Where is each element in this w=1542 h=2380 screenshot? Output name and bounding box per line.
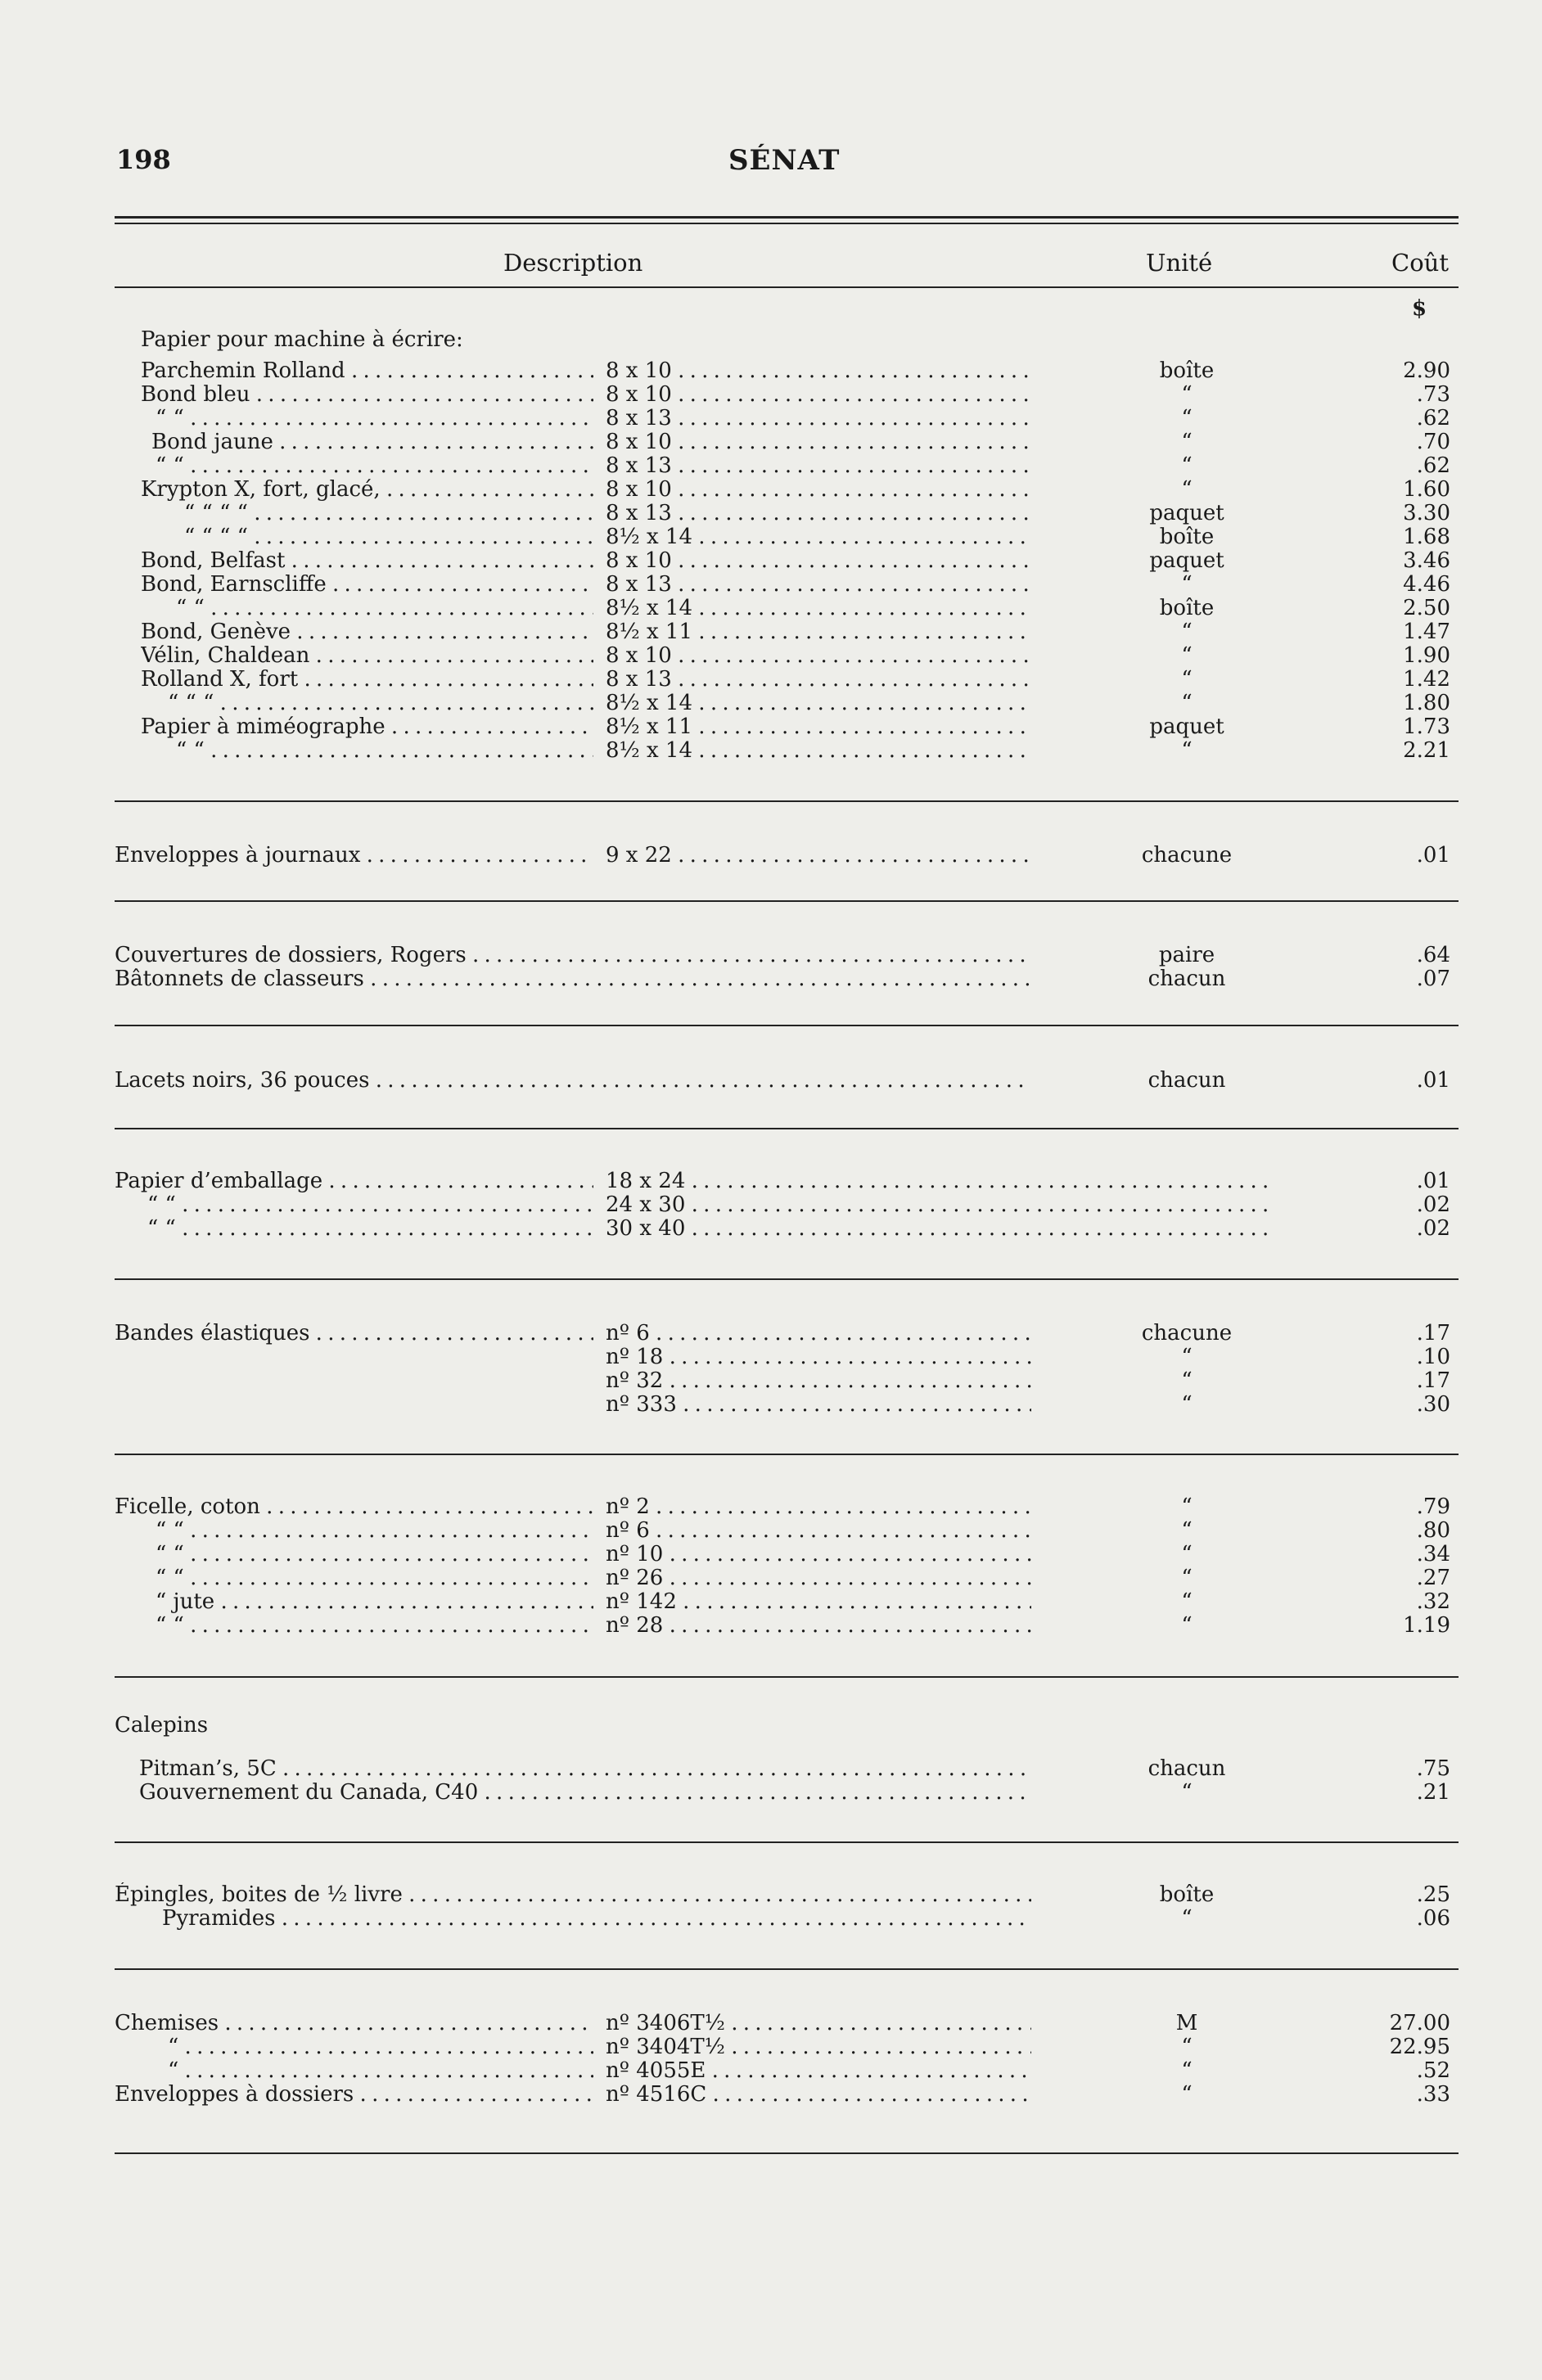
- section-rule: [115, 1128, 1459, 1129]
- row-size: nº 26 . . .: [606, 1566, 1031, 1590]
- row-size: 8 x 10 . . .: [606, 358, 1031, 383]
- row-unit: M: [1175, 2011, 1198, 2035]
- row-unit: “: [1181, 2058, 1193, 2083]
- row-size: 8 x 10 . . .: [606, 382, 1031, 407]
- row-cost: .27: [1416, 1566, 1450, 1590]
- row-cost: .01: [1416, 1169, 1450, 1193]
- row-cost: .64: [1416, 943, 1450, 967]
- row-unit: “: [1181, 1780, 1193, 1805]
- row-cost: 1.19: [1403, 1613, 1450, 1638]
- row-unit: chacun: [1147, 1068, 1226, 1093]
- row-description: Papier d’emballage . . .: [115, 1169, 593, 1193]
- row-description: Parchemin Rolland . . .: [141, 358, 593, 383]
- row-description: Ficelle, coton . . .: [115, 1494, 593, 1519]
- row-unit: “: [1181, 406, 1193, 430]
- row-unit: “: [1181, 572, 1193, 597]
- column-header-description: Description: [503, 249, 643, 277]
- row-unit: boîte: [1159, 1882, 1215, 1907]
- row-unit: “: [1181, 691, 1193, 715]
- row-description: “ “ . . .: [156, 406, 593, 430]
- row-size: nº 10 . . .: [606, 1542, 1031, 1566]
- row-unit: “: [1181, 643, 1193, 668]
- row-cost: .73: [1416, 382, 1450, 407]
- row-unit: “: [1181, 1392, 1193, 1417]
- row-description: “ “ “ “ . . .: [184, 525, 593, 549]
- row-cost: .30: [1416, 1392, 1450, 1417]
- rule-top-2: [115, 223, 1459, 224]
- row-unit: “: [1181, 1345, 1193, 1369]
- row-cost: .01: [1416, 1068, 1450, 1093]
- row-description: “ “ . . .: [156, 1613, 593, 1638]
- row-unit: “: [1181, 1368, 1193, 1393]
- row-description: Rolland X, fort . . .: [141, 667, 593, 692]
- row-cost: 2.50: [1403, 596, 1450, 620]
- row-size: 8½ x 14 . . .: [606, 738, 1031, 763]
- row-description: “ “ . . .: [156, 1542, 593, 1566]
- row-description: “ “ . . .: [147, 1192, 593, 1217]
- row-description: Papier pour machine à écrire:: [141, 327, 463, 352]
- row-unit: “: [1181, 1494, 1193, 1519]
- page-number: 198: [116, 144, 171, 175]
- row-description: “ “ . . .: [147, 1216, 593, 1241]
- row-size: 8 x 13 . . .: [606, 572, 1031, 597]
- row-description: “ “ . . .: [176, 596, 593, 620]
- row-cost: .32: [1416, 1589, 1450, 1614]
- row-unit: “: [1181, 2082, 1193, 2107]
- row-cost: .62: [1416, 406, 1450, 430]
- row-cost: .79: [1416, 1494, 1450, 1519]
- row-size: 8 x 13 . . .: [606, 667, 1031, 692]
- row-size: 9 x 22 . . .: [606, 843, 1031, 868]
- row-description: Pyramides . . .: [162, 1906, 1031, 1931]
- row-unit: “: [1181, 430, 1193, 454]
- row-cost: .21: [1416, 1780, 1450, 1805]
- row-cost: 3.46: [1403, 548, 1450, 573]
- row-cost: .17: [1416, 1321, 1450, 1346]
- row-size: 8 x 13 . . .: [606, 453, 1031, 478]
- row-description: “ . . .: [168, 2035, 593, 2059]
- section-rule: [115, 1968, 1459, 1970]
- row-cost: .17: [1416, 1368, 1450, 1393]
- row-cost: 2.90: [1403, 358, 1450, 383]
- row-description: “ “ . . .: [156, 1518, 593, 1543]
- row-cost: .33: [1416, 2082, 1450, 2107]
- row-size: nº 4516C . . .: [606, 2082, 1031, 2107]
- row-size: 8 x 13 . . .: [606, 406, 1031, 430]
- row-unit: chacune: [1141, 843, 1233, 868]
- row-cost: 4.46: [1403, 572, 1450, 597]
- rule-header: [115, 286, 1459, 288]
- row-description: “ “ . . .: [176, 738, 593, 763]
- row-unit: paire: [1158, 943, 1215, 967]
- row-cost: .07: [1416, 967, 1450, 991]
- row-unit: “: [1181, 2035, 1193, 2059]
- row-size: nº 3404T½ . . .: [606, 2035, 1031, 2059]
- row-description: Vélin, Chaldean . . .: [141, 643, 593, 668]
- row-cost: 27.00: [1389, 2011, 1450, 2035]
- row-size: 8½ x 14 . . .: [606, 691, 1031, 715]
- row-cost: 1.73: [1403, 714, 1450, 739]
- row-cost: 1.47: [1403, 620, 1450, 644]
- row-cost: .80: [1416, 1518, 1450, 1543]
- row-cost: .70: [1416, 430, 1450, 454]
- row-size: nº 4055E . . .: [606, 2058, 1031, 2083]
- row-unit: “: [1181, 382, 1193, 407]
- row-description: “ “ “ . . .: [168, 691, 593, 715]
- row-size: 8 x 10 . . .: [606, 477, 1031, 502]
- row-description: Gouvernement du Canada, C40 . . .: [139, 1780, 1031, 1805]
- row-cost: 1.42: [1403, 667, 1450, 692]
- row-description: Bond, Earnscliffe . . .: [141, 572, 593, 597]
- row-description: Bandes élastiques . . .: [115, 1321, 593, 1346]
- row-unit: paquet: [1149, 501, 1224, 525]
- row-cost: .52: [1416, 2058, 1450, 2083]
- row-size: 30 x 40 . . .: [606, 1216, 1269, 1241]
- row-unit: “: [1181, 1542, 1193, 1566]
- section-rule: [115, 1278, 1459, 1280]
- row-unit: paquet: [1149, 714, 1224, 739]
- row-cost: .25: [1416, 1882, 1450, 1907]
- row-description: Calepins: [115, 1713, 209, 1738]
- row-unit: “: [1181, 667, 1193, 692]
- row-description: “ “ . . .: [156, 1566, 593, 1590]
- row-unit: paquet: [1149, 548, 1224, 573]
- section-rule: [115, 2152, 1459, 2154]
- row-unit: boîte: [1159, 358, 1215, 383]
- column-header-unit: Unité: [1146, 249, 1213, 277]
- row-unit: “: [1181, 1518, 1193, 1543]
- row-cost: 3.30: [1403, 501, 1450, 525]
- row-cost: .06: [1416, 1906, 1450, 1931]
- row-description: Couvertures de dossiers, Rogers . . .: [115, 943, 1031, 967]
- row-cost: 1.80: [1403, 691, 1450, 715]
- section-rule: [115, 1841, 1459, 1843]
- row-unit: “: [1181, 620, 1193, 644]
- row-unit: “: [1181, 1589, 1193, 1614]
- row-size: nº 6 . . .: [606, 1518, 1031, 1543]
- row-unit: chacun: [1147, 967, 1226, 991]
- row-cost: .02: [1416, 1216, 1450, 1241]
- row-description: Épingles, boites de ½ livre . . .: [115, 1882, 1031, 1907]
- row-unit: chacun: [1147, 1756, 1226, 1781]
- section-rule: [115, 800, 1459, 802]
- row-size: nº 18 . . .: [606, 1345, 1031, 1369]
- column-header-cost: Coût: [1391, 249, 1449, 277]
- row-description: “ . . .: [168, 2058, 593, 2083]
- row-size: nº 3406T½ . . .: [606, 2011, 1031, 2035]
- row-cost: 1.68: [1403, 525, 1450, 549]
- row-description: “ “ . . .: [156, 453, 593, 478]
- section-rule: [115, 1025, 1459, 1026]
- row-description: Krypton X, fort, glacé, . . .: [141, 477, 593, 502]
- row-cost: 2.21: [1403, 738, 1450, 763]
- row-unit: boîte: [1159, 525, 1215, 549]
- row-size: 8½ x 14 . . .: [606, 525, 1031, 549]
- row-size: 8 x 10 . . .: [606, 430, 1031, 454]
- row-size: 8 x 10 . . .: [606, 643, 1031, 668]
- row-description: Bâtonnets de classeurs . . .: [115, 967, 1031, 991]
- row-description: Lacets noirs, 36 pouces . . .: [115, 1068, 1031, 1093]
- section-rule: [115, 1676, 1459, 1678]
- row-size: 8½ x 11 . . .: [606, 714, 1031, 739]
- row-size: nº 32 . . .: [606, 1368, 1031, 1393]
- row-cost: .62: [1416, 453, 1450, 478]
- rule-top-1: [115, 216, 1459, 219]
- row-description: Bond, Belfast . . .: [141, 548, 593, 573]
- row-cost: 1.90: [1403, 643, 1450, 668]
- section-rule: [115, 900, 1459, 902]
- row-description: Papier à miméographe . . .: [141, 714, 593, 739]
- row-size: nº 142 . . .: [606, 1589, 1031, 1614]
- row-size: nº 28 . . .: [606, 1613, 1031, 1638]
- row-size: 8 x 13 . . .: [606, 501, 1031, 525]
- row-description: Bond jaune . . .: [151, 430, 593, 454]
- row-unit: “: [1181, 477, 1193, 502]
- row-size: nº 333 . . .: [606, 1392, 1031, 1417]
- row-cost: .01: [1416, 843, 1450, 868]
- row-cost: .10: [1416, 1345, 1450, 1369]
- row-unit: chacune: [1141, 1321, 1233, 1346]
- row-cost: 22.95: [1389, 2035, 1450, 2059]
- row-size: nº 2 . . .: [606, 1494, 1031, 1519]
- row-description: Bond, Genève . . .: [141, 620, 593, 644]
- row-description: Chemises . . .: [115, 2011, 593, 2035]
- row-cost: .02: [1416, 1192, 1450, 1217]
- row-unit: “: [1181, 1613, 1193, 1638]
- row-description: “ “ “ “ . . .: [184, 501, 593, 525]
- row-cost: 1.60: [1403, 477, 1450, 502]
- row-description: Enveloppes à dossiers . . .: [115, 2082, 593, 2107]
- row-size: nº 6 . . .: [606, 1321, 1031, 1346]
- section-rule: [115, 1454, 1459, 1455]
- row-size: 18 x 24 . . .: [606, 1169, 1269, 1193]
- row-description: Enveloppes à journaux . . .: [115, 843, 593, 868]
- row-cost: .75: [1416, 1756, 1450, 1781]
- row-cost: .34: [1416, 1542, 1450, 1566]
- row-unit: “: [1181, 1906, 1193, 1931]
- row-description: Pitman’s, 5C . . .: [139, 1756, 1031, 1781]
- row-size: 8½ x 11 . . .: [606, 620, 1031, 644]
- currency-symbol: $: [1412, 296, 1427, 321]
- row-unit: “: [1181, 1566, 1193, 1590]
- row-description: “ jute . . .: [156, 1589, 593, 1614]
- row-size: 8½ x 14 . . .: [606, 596, 1031, 620]
- row-description: Bond bleu . . .: [141, 382, 593, 407]
- row-unit: “: [1181, 453, 1193, 478]
- row-size: 8 x 10 . . .: [606, 548, 1031, 573]
- row-unit: boîte: [1159, 596, 1215, 620]
- row-unit: “: [1181, 738, 1193, 763]
- row-size: 24 x 30 . . .: [606, 1192, 1269, 1217]
- running-head: SÉNAT: [728, 144, 841, 177]
